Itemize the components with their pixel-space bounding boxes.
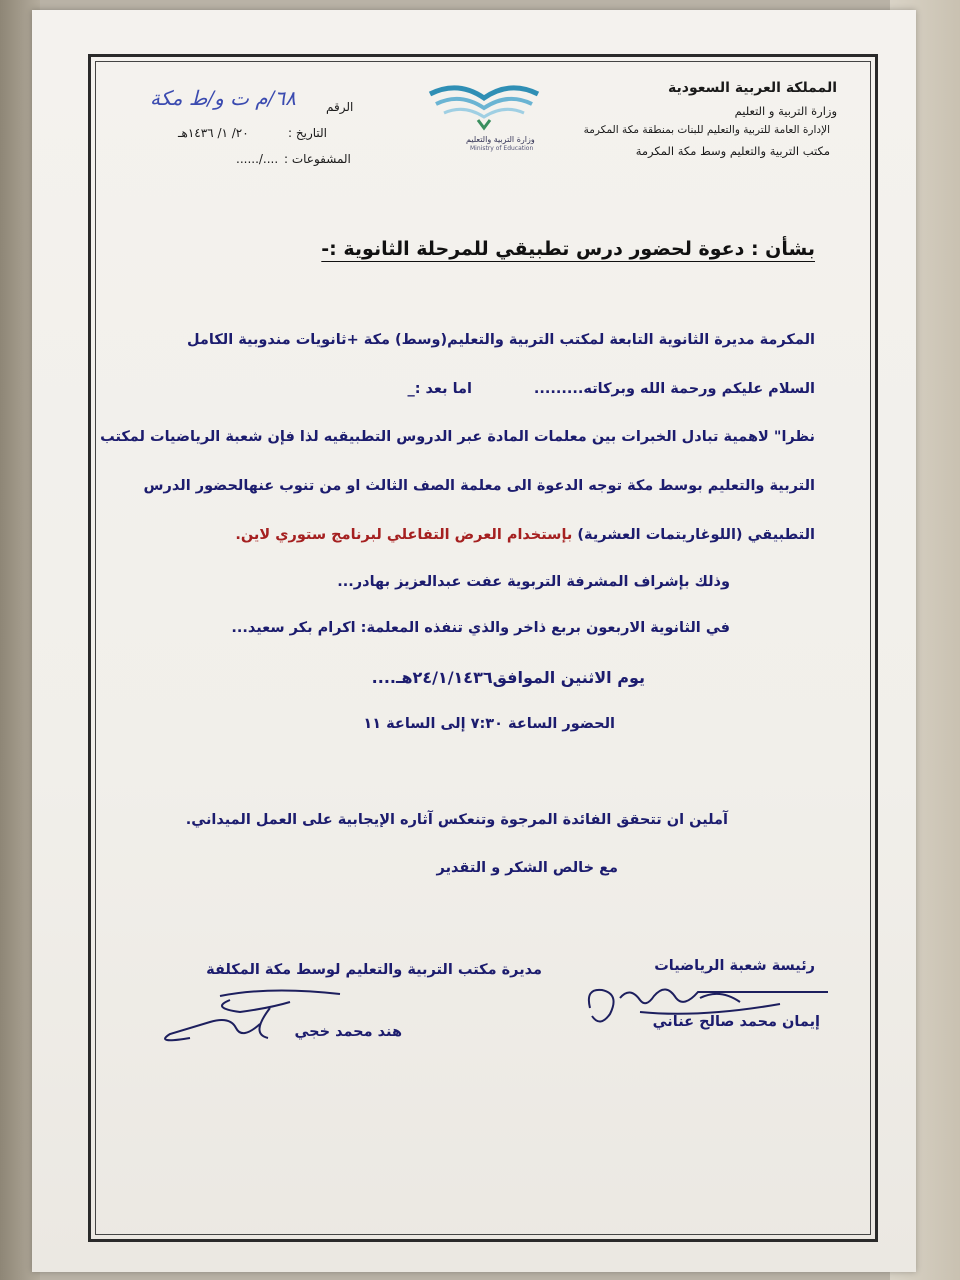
body-line-6: يوم الاثنين الموافق٢٤/١/١٤٣٦هـ....: [371, 668, 645, 687]
signature-left-name: هند محمد خجي: [294, 1024, 402, 1040]
number-label: الرقم: [326, 100, 354, 114]
signature-right-title: رئيسة شعبة الرياضيات: [654, 958, 815, 974]
body-line-4: وذلك بإشراف المشرفة التربوية عفت عبدالعزيز بهادر...: [337, 574, 730, 590]
addressee-line: المكرمة مديرة الثانوية التابعة لمكتب التربية والتعليم(وسط) مكة +ثانويات مندوبية الكامل: [186, 332, 815, 348]
logo-caption-en: Ministry of Education: [470, 145, 534, 152]
greeting-after: اما بعد :_: [407, 381, 472, 397]
closing-line-1: آملين ان تتحقق الفائدة المرجوة وتنعكس آثاره الإيجابية على العمل الميداني.: [185, 812, 728, 828]
header-office: مكتب التربية والتعليم وسط مكة المكرمة: [635, 144, 830, 158]
number-value-handwritten: ٦٨/م ت و/ط مكة: [150, 86, 296, 110]
logo-caption-ar: وزارة التربية والتعليم: [466, 135, 535, 144]
body-line-7: الحضور الساعة ٧:٣٠ إلى الساعة ١١: [363, 716, 615, 732]
attachments-label: المشفوعات :: [284, 152, 351, 166]
date-value: ٢٠/ ١/ ١٤٣٦هـ: [178, 126, 249, 140]
header-directorate: الإدارة العامة للتربية والتعليم للبنات بمنطقة مكة المكرمة: [583, 124, 830, 136]
body-line-3: [235, 527, 815, 543]
signature-left-scribble: [150, 978, 380, 1050]
signature-left-title: مديرة مكتب التربية والتعليم لوسط مكة المكلفة: [206, 962, 542, 978]
body-line-1: نظرا" لاهمية تبادل الخبرات بين معلمات المادة عبر الدروس التطبيقيه لذا فإن شعبة الرياضيات لمكتب: [100, 429, 815, 445]
body-line-3-prefix: التطبيقي (اللوغاريتمات العشرية): [577, 527, 815, 543]
closing-line-2: مع خالص الشكر و التقدير: [436, 860, 618, 876]
body-line-2: التربية والتعليم بوسط مكة توجه الدعوة الى معلمة الصف الثالث او من تنوب عنهالحضور الدرس: [143, 478, 815, 494]
signature-right-name: إيمان محمد صالح عناني: [652, 1014, 820, 1030]
subject-line: بشأن : دعوة لحضور درس تطبيقي للمرحلة الثانوية :-: [321, 238, 815, 260]
body-line-3-highlight: بإستخدام العرض التفاعلي لبرنامج ستوري لاين.: [235, 527, 573, 543]
header-kingdom: المملكة العربية السعودية: [668, 80, 837, 96]
signature-right-scribble: [580, 968, 830, 1038]
attachments-value: ..../......: [236, 152, 279, 166]
body-line-5: في الثانوية الاربعون بربع ذاخر والذي تنفذه المعلمة: اكرام بكر سعيد...: [231, 620, 730, 636]
greeting-line: السلام عليكم ورحمة الله وبركاته.........: [533, 381, 815, 397]
date-label: التاريخ :: [288, 126, 328, 140]
header-ministry: وزارة التربية و التعليم: [734, 104, 837, 118]
